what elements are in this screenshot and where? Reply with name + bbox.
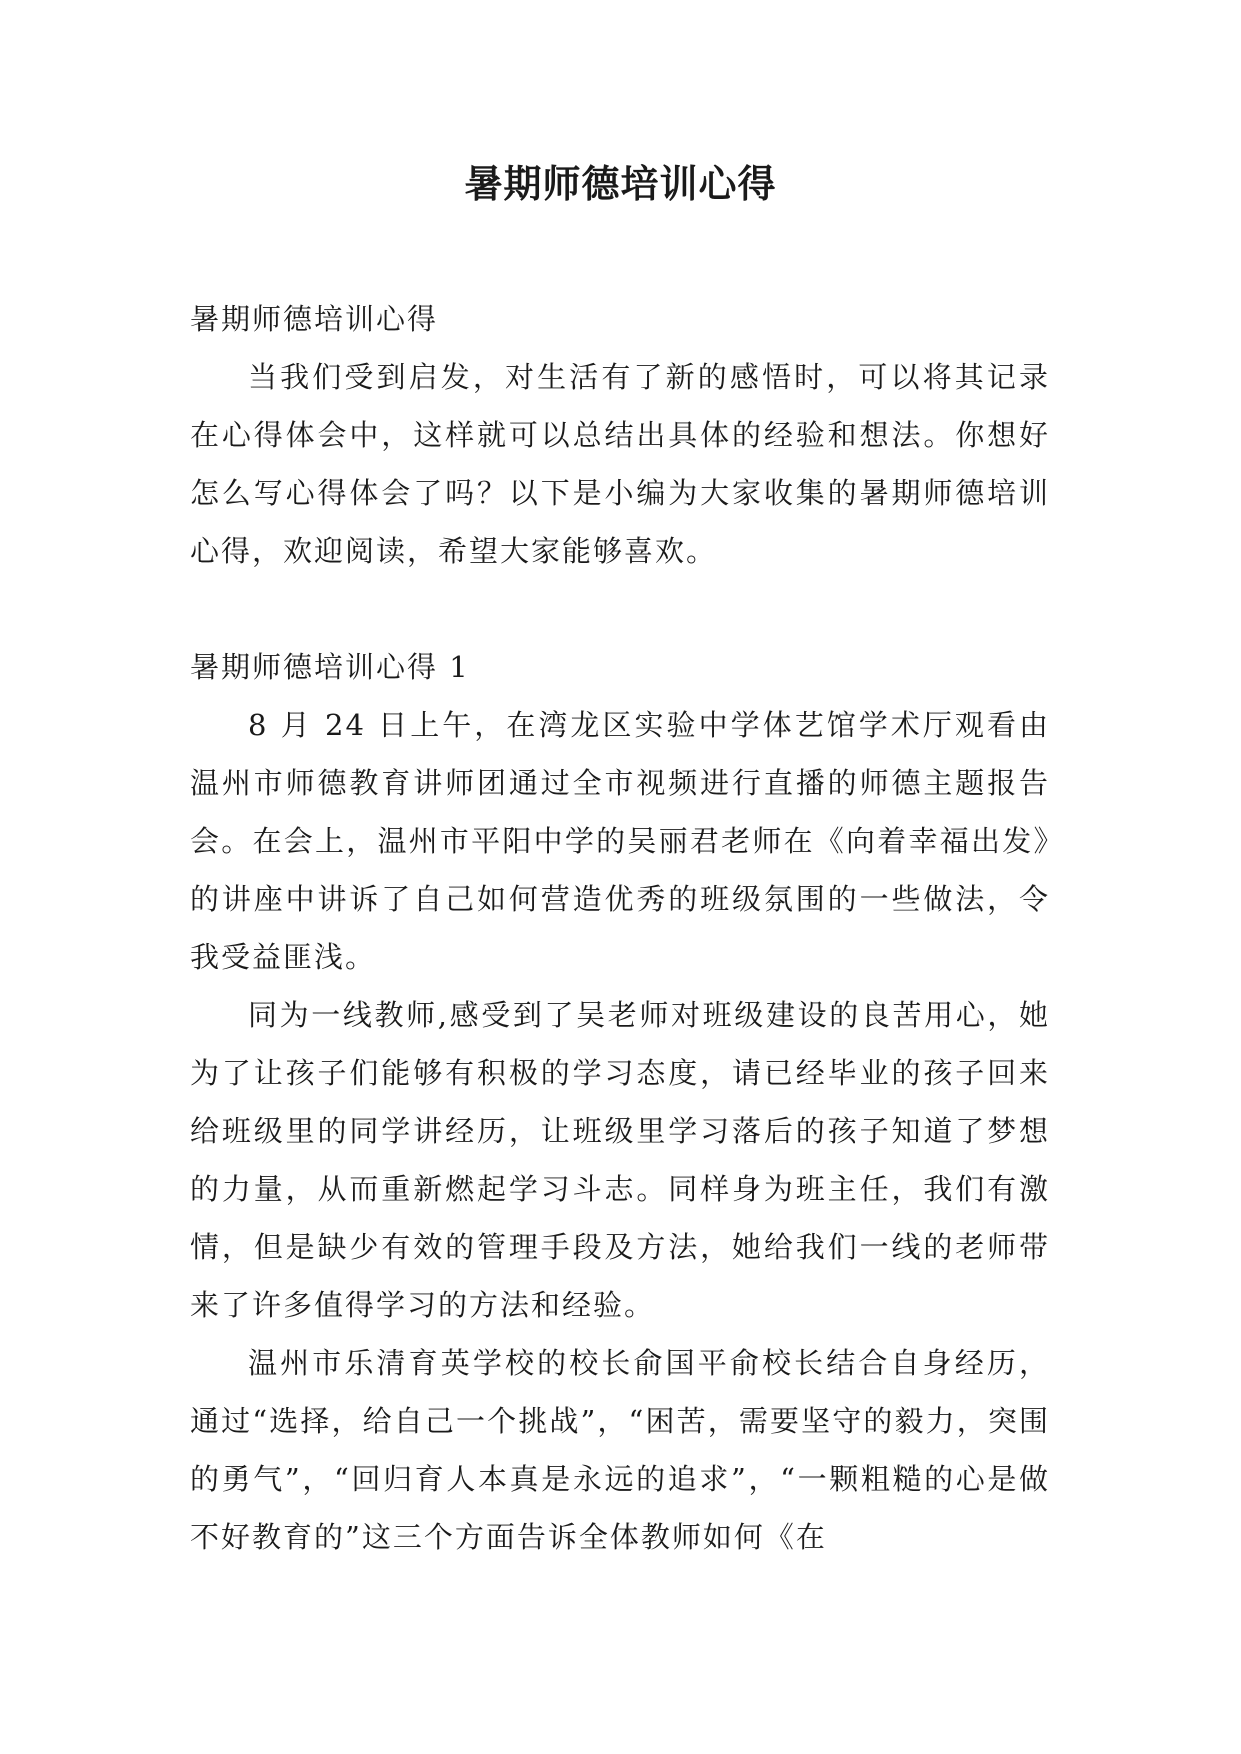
document-body	[190, 290, 1050, 1566]
section1-paragraph-3: 温州市乐清育英学校的校长俞国平俞校长结合自身经历，通过“选择，给自己一个挑战”，“困苦，需要坚守的毅力，突围的勇气”，“回归育人本真是永远的追求”，“一颗粗糙的心是做不好教育的”这三个方面告诉全体教师如何《在	[190, 1346, 1050, 1554]
intro-paragraph: 当我们受到启发，对生活有了新的感悟时，可以将其记录在心得体会中，这样就可以总结出具体的经验和想法。你想好怎么写心得体会了吗？以下是小编为大家收集的暑期师德培训心得，欢迎阅读，希望大家能够喜欢。	[190, 360, 1050, 568]
section1-paragraph-2: 同为一线教师,感受到了吴老师对班级建设的良苦用心，她为了让孩子们能够有积极的学习态度，请已经毕业的孩子回来给班级里的同学讲经历，让班级里学习落后的孩子知道了梦想的力量，从而重新燃起学习斗志。同样身为班主任，我们有激情，但是缺少有效的管理手段及方法，她给我们一线的老师带来了许多值得学习的方法和经验。	[190, 998, 1050, 1322]
section1-heading: 暑期师德培训心得 1	[190, 650, 470, 684]
intro-heading: 暑期师德培训心得	[190, 302, 439, 336]
section-spacer	[190, 580, 1050, 638]
section1-paragraph-1: 8 月 24 日上午，在湾龙区实验中学体艺馆学术厅观看由温州市师德教育讲师团通过全市视频进行直播的师德主题报告会。在会上，温州市平阳中学的吴丽君老师在《向着幸福出发》的讲座中讲诉了自己如何营造优秀的班级氛围的一些做法，令我受益匪浅。	[190, 708, 1050, 974]
document-title: 暑期师德培训心得	[464, 161, 777, 206]
